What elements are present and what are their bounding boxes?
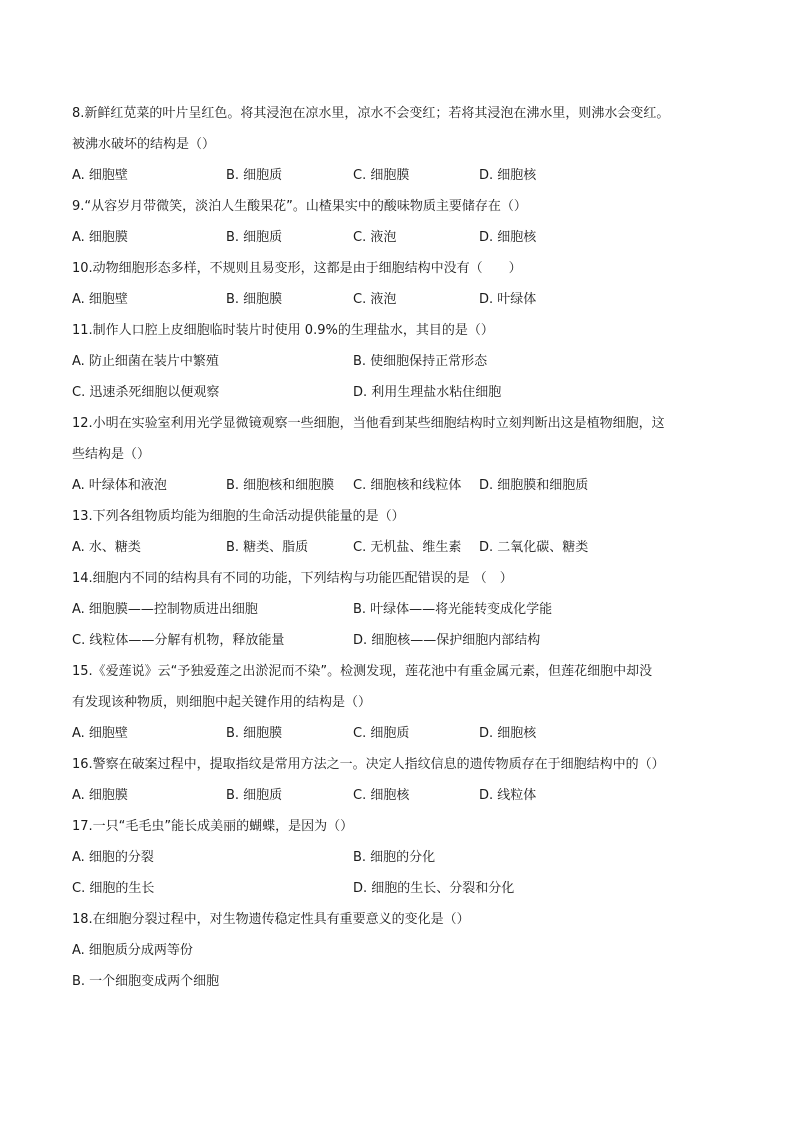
question-stem: 12.小明在实验室利用光学显微镜观察一些细胞，当他看到某些细胞结构时立刻判断出这是植物细胞，这 bbox=[72, 416, 665, 431]
option-d: D. 细胞的生长、分裂和分化 bbox=[353, 881, 515, 896]
question-12 bbox=[72, 408, 732, 501]
option-c: C. 线粒体——分解有机物，释放能量 bbox=[72, 633, 285, 648]
options-row bbox=[72, 284, 732, 315]
question-17 bbox=[72, 811, 732, 904]
options-row bbox=[72, 842, 732, 873]
option-c: C. 液泡 bbox=[353, 292, 397, 307]
question-stem: 8.新鲜红苋菜的叶片呈红色。将其浸泡在凉水里，凉水不会变红；若将其浸泡在沸水里，则沸水会变红。 bbox=[72, 106, 670, 121]
option-d: D. 细胞核 bbox=[479, 230, 537, 245]
question-stem: 17.一只“毛毛虫”能长成美丽的蝴蝶，是因为（） bbox=[72, 819, 354, 834]
question-stem: 15.《爱莲说》云“予独爱莲之出淤泥而不染”。检测发现，莲花池中有重金属元素，但莲花细胞中却没 bbox=[72, 664, 653, 679]
options-row bbox=[72, 222, 732, 253]
option-b: B. 细胞质 bbox=[226, 230, 283, 245]
question-stem: 18.在细胞分裂过程中，对生物遗传稳定性具有重要意义的变化是（） bbox=[72, 912, 470, 927]
question-15 bbox=[72, 656, 732, 749]
question-stem: 13.下列各组物质均能为细胞的生命活动提供能量的是（） bbox=[72, 509, 405, 524]
options-row bbox=[72, 377, 732, 408]
question-13 bbox=[72, 501, 732, 563]
option-b: B. 叶绿体——将光能转变成化学能 bbox=[353, 602, 553, 617]
question-8 bbox=[72, 98, 732, 191]
option-c: C. 细胞质 bbox=[353, 726, 410, 741]
option-a: A. 细胞壁 bbox=[72, 292, 128, 307]
question-stem: 14.细胞内不同的结构具有不同的功能，下列结构与功能匹配错误的是 （ ） bbox=[72, 571, 513, 586]
question-11 bbox=[72, 315, 732, 408]
option-d: D. 细胞核 bbox=[479, 726, 537, 741]
option-a: A. 细胞膜——控制物质进出细胞 bbox=[72, 602, 258, 617]
question-stem: 有发现该种物质，则细胞中起关键作用的结构是（） bbox=[72, 695, 372, 710]
question-18 bbox=[72, 904, 732, 997]
option-b: B. 细胞膜 bbox=[226, 292, 283, 307]
options-row bbox=[72, 594, 732, 625]
option-c: C. 迅速杀死细胞以便观察 bbox=[72, 385, 220, 400]
question-stem: 9.“从容岁月带微笑，淡泊人生酸果花”。山楂果实中的酸味物质主要储存在（） bbox=[72, 199, 527, 214]
option-c: C. 液泡 bbox=[353, 230, 397, 245]
option-b: B. 细胞质 bbox=[226, 788, 283, 803]
question-16 bbox=[72, 749, 732, 811]
option-d: D. 细胞核——保护细胞内部结构 bbox=[353, 633, 541, 648]
option-d: D. 线粒体 bbox=[479, 788, 537, 803]
option-b: B. 糖类、脂质 bbox=[226, 540, 309, 555]
option-a: A. 细胞膜 bbox=[72, 230, 128, 245]
option-a: A. 细胞的分裂 bbox=[72, 850, 154, 865]
option-b: B. 细胞质 bbox=[226, 168, 283, 183]
option-c: C. 细胞核和线粒体 bbox=[353, 478, 462, 493]
question-stem: 些结构是（） bbox=[72, 447, 151, 462]
options-row bbox=[72, 873, 732, 904]
option-b: B. 细胞的分化 bbox=[353, 850, 436, 865]
option-a: A. 细胞膜 bbox=[72, 788, 128, 803]
options-row bbox=[72, 160, 732, 191]
option-a: A. 叶绿体和液泡 bbox=[72, 478, 167, 493]
question-stem: 16.警察在破案过程中，提取指纹是常用方法之一。决定人指纹信息的遗传物质存在于细胞结构中的（） bbox=[72, 757, 665, 772]
option-c: C. 细胞核 bbox=[353, 788, 410, 803]
question-stem: 11.制作人口腔上皮细胞临时装片时使用 0.9%的生理盐水，其目的是（） bbox=[72, 323, 494, 338]
question-9 bbox=[72, 191, 732, 253]
question-14 bbox=[72, 563, 732, 656]
option-d: D. 细胞膜和细胞质 bbox=[479, 478, 589, 493]
option-b: B. 细胞膜 bbox=[226, 726, 283, 741]
option-a: A. 水、糖类 bbox=[72, 540, 141, 555]
option-d: D. 利用生理盐水粘住细胞 bbox=[353, 385, 502, 400]
option-b: B. 使细胞保持正常形态 bbox=[353, 354, 488, 369]
option-b: B. 一个细胞变成两个细胞 bbox=[72, 974, 220, 989]
option-a: A. 细胞质分成两等份 bbox=[72, 943, 193, 958]
option-a: A. 细胞壁 bbox=[72, 726, 128, 741]
options-row bbox=[72, 625, 732, 656]
option-c: C. 无机盐、维生素 bbox=[353, 540, 462, 555]
options-row bbox=[72, 532, 732, 563]
option-a: A. 防止细菌在装片中繁殖 bbox=[72, 354, 219, 369]
option-b: B. 细胞核和细胞膜 bbox=[226, 478, 335, 493]
option-d: D. 叶绿体 bbox=[479, 292, 537, 307]
options-row bbox=[72, 718, 732, 749]
option-c: C. 细胞的生长 bbox=[72, 881, 155, 896]
option-d: D. 二氧化碳、糖类 bbox=[479, 540, 589, 555]
question-stem: 被沸水破坏的结构是（） bbox=[72, 137, 216, 152]
option-a: A. 细胞壁 bbox=[72, 168, 128, 183]
options-row bbox=[72, 470, 732, 501]
question-stem: 10.动物细胞形态多样，不规则且易变形，这都是由于细胞结构中没有（ ） bbox=[72, 261, 522, 276]
options-row bbox=[72, 346, 732, 377]
option-d: D. 细胞核 bbox=[479, 168, 537, 183]
option-c: C. 细胞膜 bbox=[353, 168, 410, 183]
options-row bbox=[72, 780, 732, 811]
question-10 bbox=[72, 253, 732, 315]
